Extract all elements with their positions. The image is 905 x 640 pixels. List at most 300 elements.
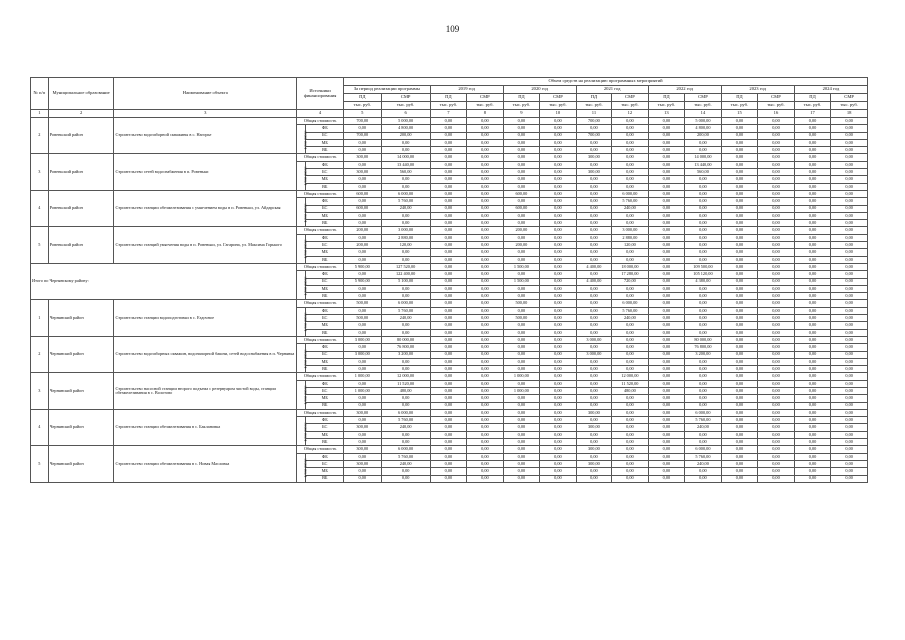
value-cell: 0,00 — [831, 300, 868, 307]
value-cell: 0,00 — [831, 205, 868, 212]
value-cell: 0,00 — [467, 300, 504, 307]
value-cell: 3 000,00 — [576, 351, 611, 358]
value-cell: 0,00 — [467, 358, 504, 365]
value-cell: 0,00 — [576, 387, 611, 394]
value-cell: 0,00 — [467, 351, 504, 358]
value-cell: 5 760,00 — [381, 198, 430, 205]
value-cell: 0,00 — [344, 366, 382, 373]
header-pd: ПД — [576, 94, 611, 102]
value-cell: 0,00 — [467, 132, 504, 139]
value-cell: 0,00 — [467, 125, 504, 132]
including-label: в том числе: — [303, 203, 308, 223]
value-cell: 0,00 — [503, 453, 540, 460]
value-cell: 0,00 — [758, 118, 795, 125]
value-cell: 500,00 — [503, 300, 540, 307]
col-number: 15 — [721, 110, 758, 118]
source-total-cost: Общая стоимость — [297, 190, 344, 197]
value-cell: 500,00 — [344, 300, 382, 307]
value-cell: 0,00 — [430, 417, 467, 424]
col-number: 18 — [831, 110, 868, 118]
value-cell: 600,00 — [503, 205, 540, 212]
value-cell: 0,00 — [344, 125, 382, 132]
including-label-cell — [297, 453, 306, 482]
header-unit: тыс. руб. — [381, 102, 430, 110]
source-fb: ФБ — [306, 344, 344, 351]
value-cell: 0,00 — [381, 139, 430, 146]
value-cell: 0,00 — [794, 453, 831, 460]
municipality-cell: Ровеньский район — [48, 154, 114, 190]
value-cell: 0,00 — [576, 256, 611, 263]
value-cell: 0,00 — [721, 344, 758, 351]
value-cell: 0,00 — [503, 329, 540, 336]
value-cell: 0,00 — [794, 293, 831, 300]
value-cell: 0,00 — [758, 234, 795, 241]
value-cell: 0,00 — [721, 227, 758, 234]
value-cell: 0,00 — [648, 220, 685, 227]
value-cell: 0,00 — [503, 169, 540, 176]
value-cell: 0,00 — [467, 431, 504, 438]
value-cell: 2 880,00 — [381, 234, 430, 241]
value-cell: 3 000,00 — [344, 336, 382, 343]
value-cell: 5 760,00 — [685, 417, 722, 424]
value-cell: 0,00 — [648, 475, 685, 482]
including-label-cell — [297, 125, 306, 154]
value-cell: 0,00 — [612, 322, 649, 329]
value-cell: 0,00 — [503, 417, 540, 424]
value-cell: 0,00 — [721, 424, 758, 431]
source-total-cost: Общая стоимость — [297, 373, 344, 380]
value-cell: 0,00 — [576, 417, 611, 424]
value-cell: 0,00 — [685, 212, 722, 219]
header-smr: СМР — [612, 94, 649, 102]
value-cell: 0,00 — [721, 118, 758, 125]
value-cell: 0,00 — [344, 176, 382, 183]
value-cell: 0,00 — [576, 439, 611, 446]
value-cell: 0,00 — [503, 366, 540, 373]
table-row — [31, 300, 868, 307]
value-cell: 0,00 — [721, 358, 758, 365]
value-cell: 0,00 — [430, 227, 467, 234]
value-cell: 300,00 — [344, 446, 382, 453]
header-year-2023: 2023 год — [721, 86, 794, 94]
value-cell: 6 000,00 — [685, 409, 722, 416]
value-cell: 0,00 — [467, 249, 504, 256]
value-cell: 0,00 — [430, 285, 467, 292]
value-cell: 0,00 — [540, 300, 577, 307]
source-total-cost: Общая стоимость — [297, 409, 344, 416]
value-cell: 0,00 — [540, 395, 577, 402]
value-cell: 0,00 — [467, 439, 504, 446]
value-cell: 0,00 — [721, 351, 758, 358]
table-row — [31, 227, 868, 234]
value-cell: 0,00 — [540, 387, 577, 394]
value-cell: 0,00 — [758, 395, 795, 402]
value-cell: 0,00 — [430, 118, 467, 125]
source-total-cost: Общая стоимость — [297, 227, 344, 234]
source-total-cost: Общая стоимость — [297, 446, 344, 453]
value-cell: 0,00 — [612, 256, 649, 263]
value-cell: 0,00 — [430, 315, 467, 322]
source-vb: ВБ — [306, 147, 344, 154]
value-cell: 0,00 — [430, 395, 467, 402]
value-cell: 0,00 — [831, 293, 868, 300]
value-cell: 5 760,00 — [381, 417, 430, 424]
source-mb: МБ — [306, 139, 344, 146]
value-cell: 0,00 — [430, 271, 467, 278]
value-cell: 0,00 — [758, 431, 795, 438]
value-cell: 0,00 — [467, 373, 504, 380]
value-cell: 0,00 — [503, 271, 540, 278]
source-total-cost: Общая стоимость — [297, 154, 344, 161]
value-cell: 0,00 — [758, 300, 795, 307]
value-cell: 0,00 — [612, 460, 649, 467]
value-cell: 0,00 — [831, 125, 868, 132]
column-numbers-row — [31, 110, 868, 118]
value-cell: 0,00 — [721, 293, 758, 300]
source-fb: ФБ — [306, 271, 344, 278]
value-cell: 0,00 — [540, 285, 577, 292]
table-row — [31, 409, 868, 416]
value-cell: 0,00 — [344, 234, 382, 241]
value-cell: 0,00 — [612, 475, 649, 482]
value-cell: 0,00 — [794, 154, 831, 161]
value-cell: 0,00 — [540, 161, 577, 168]
value-cell: 480,00 — [612, 387, 649, 394]
value-cell: 0,00 — [685, 300, 722, 307]
col-number: 8 — [467, 110, 504, 118]
value-cell: 0,00 — [467, 176, 504, 183]
value-cell: 0,00 — [503, 380, 540, 387]
value-cell: 720,00 — [612, 278, 649, 285]
value-cell: 0,00 — [758, 212, 795, 219]
value-cell: 0,00 — [685, 176, 722, 183]
value-cell: 0,00 — [794, 161, 831, 168]
value-cell: 4 400,00 — [576, 263, 611, 270]
value-cell: 0,00 — [467, 336, 504, 343]
value-cell: 0,00 — [467, 395, 504, 402]
row-number: 5 — [31, 227, 49, 263]
value-cell: 6 000,00 — [685, 446, 722, 453]
value-cell: 0,00 — [758, 351, 795, 358]
value-cell: 0,00 — [758, 409, 795, 416]
value-cell: 0,00 — [430, 366, 467, 373]
value-cell: 0,00 — [612, 220, 649, 227]
value-cell: 0,00 — [344, 161, 382, 168]
value-cell: 0,00 — [794, 285, 831, 292]
value-cell: 0,00 — [612, 125, 649, 132]
value-cell: 0,00 — [540, 336, 577, 343]
value-cell: 0,00 — [467, 460, 504, 467]
value-cell: 0,00 — [648, 358, 685, 365]
value-cell: 4 400,00 — [576, 278, 611, 285]
value-cell: 0,00 — [344, 220, 382, 227]
including-label-cell — [297, 271, 306, 300]
value-cell: 0,00 — [467, 285, 504, 292]
header-object-name: Наименование объекта — [114, 78, 297, 110]
value-cell: 0,00 — [721, 460, 758, 467]
value-cell: 0,00 — [381, 220, 430, 227]
table-body — [31, 118, 868, 483]
table-row — [31, 336, 868, 343]
value-cell: 0,00 — [467, 190, 504, 197]
header-unit: тыс. руб. — [576, 102, 611, 110]
value-cell: 0,00 — [503, 358, 540, 365]
col-number: 1 — [31, 110, 49, 118]
page-number: 109 — [445, 24, 460, 34]
value-cell: 0,00 — [794, 242, 831, 249]
col-number: 11 — [576, 110, 611, 118]
value-cell: 0,00 — [540, 344, 577, 351]
value-cell: 0,00 — [685, 147, 722, 154]
value-cell: 240,00 — [381, 315, 430, 322]
value-cell: 0,00 — [758, 380, 795, 387]
value-cell: 0,00 — [831, 336, 868, 343]
value-cell: 0,00 — [648, 169, 685, 176]
value-cell: 0,00 — [831, 409, 868, 416]
value-cell: 0,00 — [685, 380, 722, 387]
value-cell: 0,00 — [721, 409, 758, 416]
value-cell: 0,00 — [467, 278, 504, 285]
value-cell: 4 800,00 — [381, 125, 430, 132]
value-cell: 0,00 — [430, 387, 467, 394]
value-cell: 300,00 — [576, 409, 611, 416]
value-cell: 0,00 — [648, 154, 685, 161]
value-cell: 0,00 — [758, 453, 795, 460]
value-cell: 0,00 — [612, 183, 649, 190]
value-cell: 0,00 — [758, 132, 795, 139]
value-cell: 0,00 — [794, 249, 831, 256]
value-cell: 0,00 — [648, 336, 685, 343]
value-cell: 0,00 — [794, 409, 831, 416]
value-cell: 0,00 — [430, 344, 467, 351]
value-cell: 0,00 — [430, 468, 467, 475]
value-cell: 4 380,00 — [685, 278, 722, 285]
including-label-cell — [297, 344, 306, 373]
including-label: в том числе: — [303, 349, 308, 369]
value-cell: 0,00 — [576, 205, 611, 212]
value-cell: 109 500,00 — [685, 263, 722, 270]
value-cell: 0,00 — [648, 125, 685, 132]
table-row — [31, 263, 868, 270]
value-cell: 0,00 — [430, 220, 467, 227]
value-cell: 0,00 — [576, 453, 611, 460]
header-unit: тыс. руб. — [685, 102, 722, 110]
header-year-2019: 2019 год — [430, 86, 503, 94]
value-cell: 0,00 — [794, 460, 831, 467]
value-cell: 0,00 — [612, 212, 649, 219]
value-cell: 0,00 — [430, 307, 467, 314]
including-label-cell — [297, 198, 306, 227]
value-cell: 0,00 — [430, 198, 467, 205]
value-cell: 0,00 — [503, 475, 540, 482]
value-cell: 0,00 — [721, 183, 758, 190]
value-cell: 0,00 — [540, 380, 577, 387]
value-cell: 200,00 — [381, 132, 430, 139]
value-cell: 0,00 — [430, 358, 467, 365]
header-unit: тыс. руб. — [503, 102, 540, 110]
value-cell: 0,00 — [721, 446, 758, 453]
value-cell: 0,00 — [831, 198, 868, 205]
value-cell: 0,00 — [721, 147, 758, 154]
source-vb: ВБ — [306, 293, 344, 300]
value-cell: 0,00 — [648, 439, 685, 446]
value-cell: 0,00 — [831, 460, 868, 467]
header-pd: ПД — [430, 94, 467, 102]
source-vb: ВБ — [306, 183, 344, 190]
value-cell: 0,00 — [758, 402, 795, 409]
value-cell: 12 000,00 — [381, 373, 430, 380]
value-cell: 0,00 — [648, 366, 685, 373]
value-cell: 0,00 — [612, 439, 649, 446]
source-total-cost: Общая стоимость — [297, 336, 344, 343]
value-cell: 0,00 — [576, 220, 611, 227]
header-unit: тыс. руб. — [794, 102, 831, 110]
value-cell: 0,00 — [612, 169, 649, 176]
value-cell: 0,00 — [648, 409, 685, 416]
value-cell: 0,00 — [685, 366, 722, 373]
value-cell: 0,00 — [540, 417, 577, 424]
municipality-cell: Чернянский район — [48, 336, 114, 372]
value-cell: 5 760,00 — [381, 307, 430, 314]
value-cell: 700,00 — [344, 132, 382, 139]
value-cell: 0,00 — [503, 198, 540, 205]
value-cell: 0,00 — [381, 176, 430, 183]
value-cell: 0,00 — [685, 395, 722, 402]
value-cell: 0,00 — [648, 387, 685, 394]
value-cell: 0,00 — [467, 212, 504, 219]
value-cell: 11 520,00 — [381, 380, 430, 387]
value-cell: 0,00 — [467, 475, 504, 482]
col-number: 17 — [794, 110, 831, 118]
row-number: 3 — [31, 154, 49, 190]
value-cell: 0,00 — [576, 183, 611, 190]
source-bs: БС — [306, 460, 344, 467]
value-cell: 0,00 — [503, 307, 540, 314]
value-cell: 0,00 — [648, 256, 685, 263]
col-number: 4 — [297, 110, 344, 118]
value-cell: 0,00 — [612, 139, 649, 146]
value-cell: 0,00 — [721, 220, 758, 227]
value-cell: 0,00 — [430, 453, 467, 460]
source-bs: БС — [306, 315, 344, 322]
value-cell: 0,00 — [344, 431, 382, 438]
value-cell: 0,00 — [612, 351, 649, 358]
value-cell: 0,00 — [648, 380, 685, 387]
source-bs: БС — [306, 351, 344, 358]
value-cell: 0,00 — [758, 161, 795, 168]
value-cell: 0,00 — [467, 446, 504, 453]
value-cell: 0,00 — [612, 453, 649, 460]
value-cell: 0,00 — [503, 336, 540, 343]
value-cell: 0,00 — [344, 402, 382, 409]
value-cell: 0,00 — [685, 220, 722, 227]
value-cell: 0,00 — [430, 154, 467, 161]
value-cell: 0,00 — [648, 424, 685, 431]
value-cell: 0,00 — [758, 460, 795, 467]
value-cell: 0,00 — [576, 234, 611, 241]
value-cell: 0,00 — [381, 366, 430, 373]
value-cell: 0,00 — [721, 139, 758, 146]
value-cell: 0,00 — [758, 475, 795, 482]
value-cell: 0,00 — [467, 409, 504, 416]
value-cell: 0,00 — [540, 366, 577, 373]
value-cell: 76 800,00 — [381, 344, 430, 351]
object-name-cell: Строительство станции водоподготовки в с. Ездочное — [114, 300, 297, 336]
value-cell: 5 000,00 — [381, 118, 430, 125]
value-cell: 0,00 — [648, 395, 685, 402]
value-cell: 0,00 — [794, 322, 831, 329]
value-cell: 0,00 — [721, 395, 758, 402]
municipality-cell: Ровеньский район — [48, 190, 114, 226]
value-cell: 0,00 — [576, 227, 611, 234]
value-cell: 0,00 — [831, 139, 868, 146]
value-cell: 0,00 — [794, 234, 831, 241]
value-cell: 300,00 — [344, 154, 382, 161]
value-cell: 6 000,00 — [381, 300, 430, 307]
value-cell: 0,00 — [758, 468, 795, 475]
municipality-cell: Ровеньский район — [48, 118, 114, 154]
value-cell: 0,00 — [344, 417, 382, 424]
value-cell: 5 100,00 — [381, 278, 430, 285]
value-cell: 0,00 — [758, 271, 795, 278]
value-cell: 0,00 — [831, 147, 868, 154]
value-cell: 0,00 — [467, 234, 504, 241]
value-cell: 0,00 — [794, 132, 831, 139]
value-cell: 0,00 — [467, 198, 504, 205]
value-cell: 5 760,00 — [685, 453, 722, 460]
value-cell: 0,00 — [381, 358, 430, 365]
value-cell: 0,00 — [467, 322, 504, 329]
value-cell: 0,00 — [794, 468, 831, 475]
value-cell: 560,00 — [685, 169, 722, 176]
col-number: 14 — [685, 110, 722, 118]
value-cell: 0,00 — [612, 154, 649, 161]
value-cell: 0,00 — [831, 431, 868, 438]
value-cell: 0,00 — [794, 329, 831, 336]
col-number: 6 — [381, 110, 430, 118]
value-cell: 0,00 — [794, 431, 831, 438]
value-cell: 0,00 — [612, 402, 649, 409]
value-cell: 0,00 — [344, 271, 382, 278]
value-cell: 0,00 — [503, 154, 540, 161]
value-cell: 0,00 — [467, 147, 504, 154]
table-row — [31, 446, 868, 453]
value-cell: 500,00 — [344, 315, 382, 322]
value-cell: 0,00 — [381, 402, 430, 409]
header-pd: ПД — [344, 94, 382, 102]
value-cell: 0,00 — [648, 322, 685, 329]
value-cell: 0,00 — [540, 351, 577, 358]
value-cell: 0,00 — [612, 468, 649, 475]
value-cell: 0,00 — [540, 242, 577, 249]
value-cell: 0,00 — [612, 132, 649, 139]
value-cell: 0,00 — [648, 285, 685, 292]
header-smr: СМР — [831, 94, 868, 102]
value-cell: 0,00 — [576, 344, 611, 351]
value-cell: 0,00 — [721, 468, 758, 475]
value-cell: 0,00 — [794, 351, 831, 358]
source-fb: ФБ — [306, 417, 344, 424]
header-num: № п/п — [31, 78, 49, 110]
value-cell: 14 000,00 — [685, 154, 722, 161]
municipality-cell: Чернянский район — [48, 446, 114, 482]
value-cell: 0,00 — [503, 139, 540, 146]
value-cell: 0,00 — [721, 256, 758, 263]
value-cell: 0,00 — [758, 278, 795, 285]
header-pd: ПД — [794, 94, 831, 102]
value-cell: 600,00 — [344, 190, 382, 197]
value-cell: 0,00 — [467, 256, 504, 263]
